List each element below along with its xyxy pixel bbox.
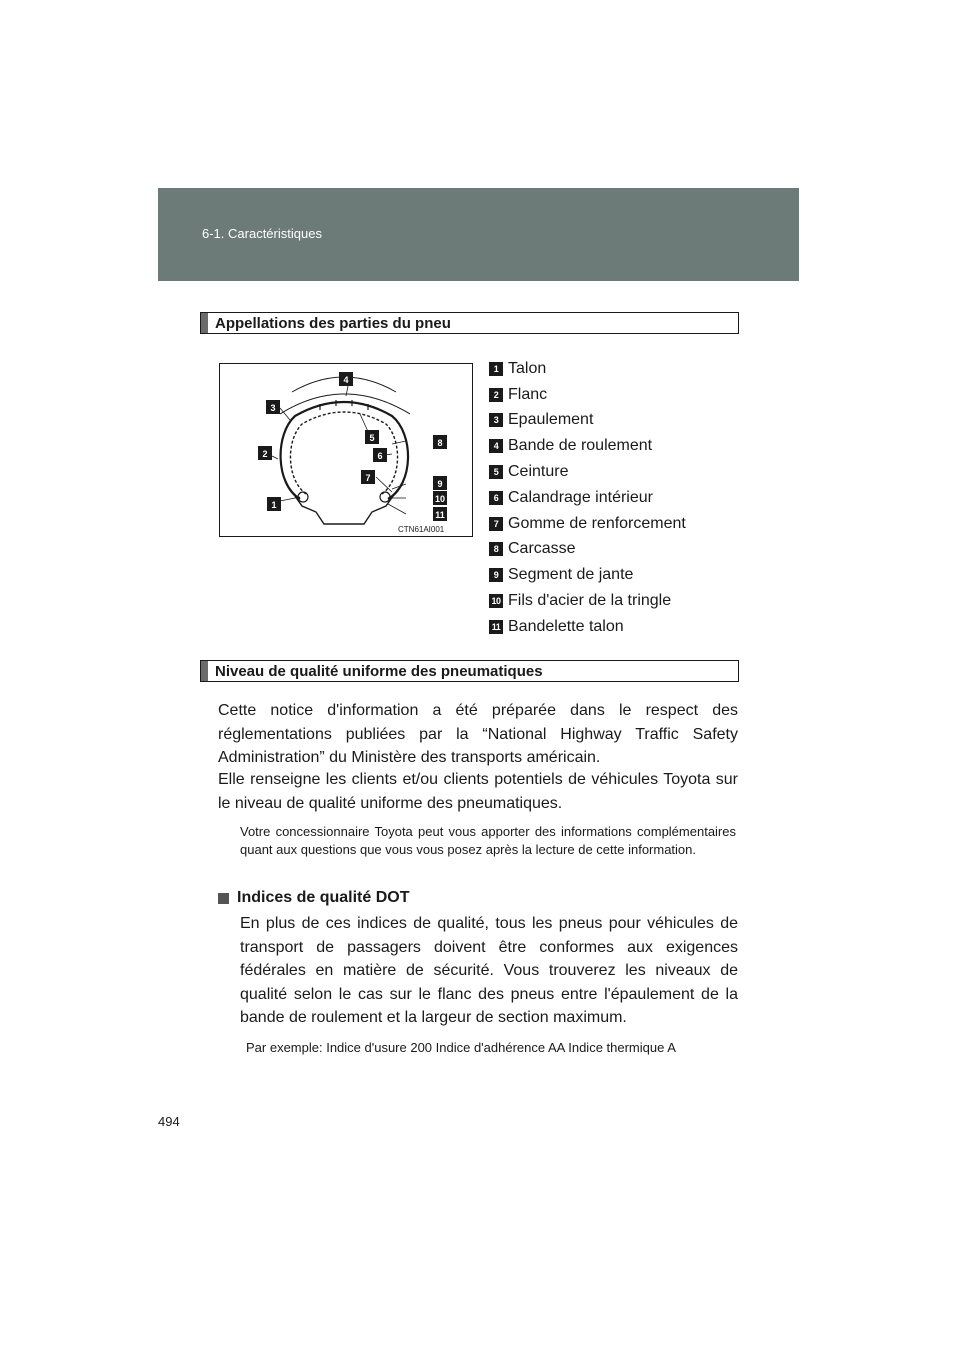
number-badge: 3 xyxy=(489,413,503,427)
part-label: Talon xyxy=(508,359,547,377)
list-item xyxy=(489,382,686,408)
number-badge: 5 xyxy=(489,465,503,479)
chapter-header xyxy=(158,188,799,281)
number-badge: 11 xyxy=(489,620,503,634)
heading-bar xyxy=(201,313,208,333)
svg-text:3: 3 xyxy=(270,403,276,413)
part-label: Bandelette talon xyxy=(508,617,624,635)
number-badge: 2 xyxy=(489,388,503,402)
svg-text:8: 8 xyxy=(437,438,443,448)
svg-text:9: 9 xyxy=(437,479,443,489)
part-label: Bande de roulement xyxy=(508,437,653,455)
tire-cross-section-illustration xyxy=(220,364,474,538)
svg-text:7: 7 xyxy=(365,473,371,483)
example-note: Par exemple: Indice d'usure 200 Indice d'adhérence AA Indice thermique A xyxy=(246,1040,676,1055)
number-badge: 6 xyxy=(489,491,503,505)
part-label: Carcasse xyxy=(508,540,576,558)
dot-grades-heading xyxy=(218,889,409,907)
part-label: Ceinture xyxy=(508,463,569,481)
number-badge: 10 xyxy=(489,594,503,608)
section-label: 6-1. Caractéristiques xyxy=(202,226,322,241)
list-item xyxy=(489,562,686,588)
list-item xyxy=(489,485,686,511)
part-label: Fils d'acier de la tringle xyxy=(508,592,672,610)
svg-text:4: 4 xyxy=(343,375,349,385)
dot-paragraph: En plus de ces indices de qualité, tous les pneus pour véhicules de transport de passagers doivent être conformes aux exigences fédérales en matière de sécurité. Vous trouverez les niveaux de qualité selon le cas sur le flanc des pneus entre l'épaulement de la bande de roulement et la largeur de section maximum. xyxy=(240,915,738,1026)
number-badge: 1 xyxy=(489,362,503,376)
info-paragraph: Elle renseigne les clients et/ou clients potentiels de véhicules Toyota sur le niveau de qualité uniforme des pneumatiques. xyxy=(218,771,738,812)
list-item xyxy=(489,511,686,537)
list-item xyxy=(489,408,686,434)
number-badge: 8 xyxy=(489,542,503,556)
section-title: Niveau de qualité uniforme des pneumatiques xyxy=(215,663,543,680)
part-label: Calandrage intérieur xyxy=(508,488,653,506)
intro-paragraph: Cette notice d'information a été préparée dans le respect des réglementations publiées par la “National Highway Traffic Safety Administration” du Ministère des transports américain. xyxy=(218,702,738,766)
section-heading-quality-grading xyxy=(200,660,739,682)
subheading-text: Indices de qualité DOT xyxy=(237,889,410,906)
part-label: Flanc xyxy=(508,385,548,403)
svg-text:2: 2 xyxy=(262,449,268,459)
tire-parts-list xyxy=(489,356,686,640)
part-label: Epaulement xyxy=(508,411,594,429)
number-badge: 7 xyxy=(489,517,503,531)
square-bullet-icon xyxy=(218,893,229,904)
svg-text:1: 1 xyxy=(271,500,277,510)
svg-text:6: 6 xyxy=(377,451,383,461)
svg-text:11: 11 xyxy=(435,510,445,520)
page-number: 494 xyxy=(158,1114,180,1129)
list-item xyxy=(489,614,686,640)
list-item xyxy=(489,356,686,382)
part-label: Gomme de renforcement xyxy=(508,514,686,532)
heading-bar xyxy=(201,661,208,681)
number-badge: 9 xyxy=(489,568,503,582)
section-heading-tire-parts xyxy=(200,312,739,334)
list-item xyxy=(489,588,686,614)
section-title: Appellations des parties du pneu xyxy=(215,315,451,332)
svg-text:5: 5 xyxy=(369,433,375,443)
dealer-note: Votre concessionnaire Toyota peut vous apporter des informations complémentaires quant aux questions que vous vous posez après la lecture de cette information. xyxy=(240,824,736,857)
svg-text:10: 10 xyxy=(434,494,446,504)
number-badge: 4 xyxy=(489,439,503,453)
part-label: Segment de jante xyxy=(508,566,634,584)
figure-code: CTN61AI001 xyxy=(398,525,445,534)
list-item xyxy=(489,433,686,459)
list-item xyxy=(489,459,686,485)
tire-diagram xyxy=(219,363,473,537)
list-item xyxy=(489,537,686,563)
